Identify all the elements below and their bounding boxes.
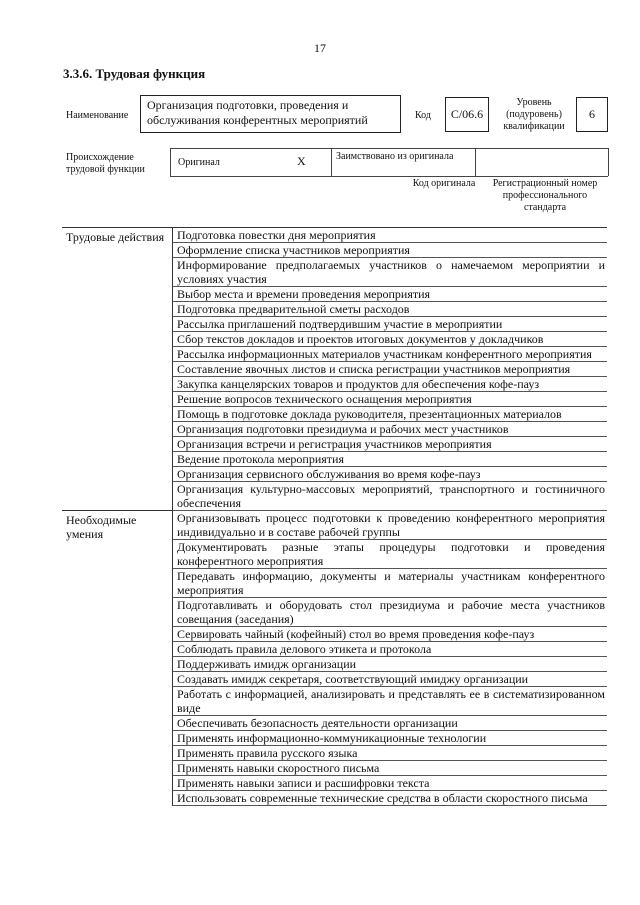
list-item: Подготавливать и оборудовать стол президиума и рабочие места участников совещания (заседания) — [173, 598, 608, 627]
list-item: Выбор места и времени проведения мероприятия — [173, 287, 608, 302]
code-value: C/06.6 — [450, 107, 484, 121]
list-item: Применять навыки скоростного письма — [173, 761, 608, 776]
list-item: Помощь в подготовке доклада руководителя, презентационных материалов — [173, 407, 608, 422]
section-heading: 3.3.6. Трудовая функция — [63, 66, 206, 81]
table-row — [62, 511, 607, 540]
list-item: Применять правила русского языка — [173, 746, 608, 761]
table-row — [62, 228, 607, 243]
level-value: 6 — [589, 107, 595, 121]
list-item: Передавать информацию, документы и материалы участникам конферентного мероприятия — [173, 569, 608, 598]
list-item: Закупка канцелярских товаров и продуктов для обеспечения кофе-пауз — [173, 377, 608, 392]
origin-label: Происхождение трудовой функции — [66, 152, 145, 175]
name-value: Организация подготовки, проведения и обслуживания конферентных мероприятий — [147, 98, 368, 127]
code-label: Код — [415, 110, 431, 121]
section-title: Необходимые умения — [62, 511, 173, 806]
functions-table — [62, 227, 607, 806]
list-item: Поддерживать имидж организации — [173, 657, 608, 672]
list-item: Информирование предполагаемых участников о намечаемом мероприятии и условиях участия — [173, 258, 608, 287]
level-label: Уровень (подуровень) квалификации — [503, 97, 565, 132]
list-item: Соблюдать правила делового этикета и протокола — [173, 642, 608, 657]
name-label: Наименование — [66, 110, 129, 121]
original-label: Оригинал — [178, 157, 220, 168]
code-original-label: Код оригинала — [412, 178, 476, 189]
list-item: Рассылка приглашений подтвердившим участие в мероприятии — [173, 317, 608, 332]
level-value-box — [576, 97, 608, 132]
list-item: Обеспечивать безопасность деятельности организации — [173, 716, 608, 731]
list-item: Оформление списка участников мероприятия — [173, 243, 608, 258]
list-item: Решение вопросов технического оснащения мероприятия — [173, 392, 608, 407]
list-item: Подготовка предварительной сметы расходов — [173, 302, 608, 317]
list-item: Использовать современные технические средства в области скоростного письма — [173, 791, 608, 806]
reg-number-label: Регистрационный номер профессионального стандарта — [492, 178, 598, 213]
page-number: 17 — [314, 41, 326, 55]
list-item: Составление явочных листов и списка регистрации участников мероприятия — [173, 362, 608, 377]
list-item: Документировать разные этапы процедуры подготовки и проведения конферентного мероприятия — [173, 540, 608, 569]
list-item: Сервировать чайный (кофейный) стол во время проведения кофе-пауз — [173, 627, 608, 642]
list-item: Применять информационно-коммуникационные технологии — [173, 731, 608, 746]
list-item: Организация подготовки президиума и рабочих мест участников — [173, 422, 608, 437]
list-item: Применять навыки записи и расшифровки текста — [173, 776, 608, 791]
list-item: Создавать имидж секретаря, соответствующий имиджу организации — [173, 672, 608, 687]
list-item: Ведение протокола мероприятия — [173, 452, 608, 467]
list-item: Организовывать процесс подготовки к проведению конферентного мероприятия индивидуально и в составе рабочей группы — [173, 511, 608, 540]
list-item: Сбор текстов докладов и проектов итоговых документов у докладчиков — [173, 332, 608, 347]
list-item: Работать с информацией, анализировать и представлять ее в систематизированном виде — [173, 687, 608, 716]
borrowed-label: Заимствовано из оригинала — [336, 151, 454, 162]
list-item: Организация культурно-массовых мероприятий, транспортного и гостиничного обеспечения — [173, 482, 608, 511]
original-mark: X — [297, 154, 306, 168]
list-item: Организация встречи и регистрация участников мероприятия — [173, 437, 608, 452]
list-item: Подготовка повестки дня мероприятия — [173, 228, 608, 243]
section-title: Трудовые действия — [62, 228, 173, 511]
list-item: Организация сервисного обслуживания во время кофе-пауз — [173, 467, 608, 482]
list-item: Рассылка информационных материалов участникам конферентного мероприятия — [173, 347, 608, 362]
code-value-box — [445, 97, 489, 132]
name-value-box — [140, 95, 401, 133]
